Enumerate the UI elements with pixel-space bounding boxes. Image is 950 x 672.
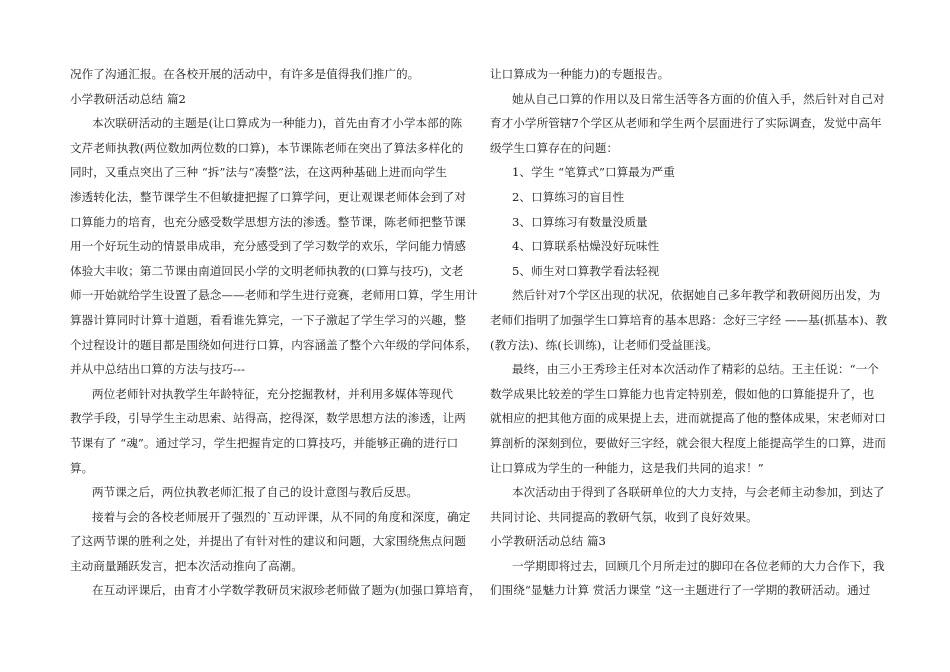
- section-heading: 小学教研活动总结 篇3: [490, 534, 606, 549]
- text-line: 渗透转化法，整节课学生不但敏捷把握了口算学问，更让观课老师体会到了对: [70, 189, 466, 204]
- text-line: 让口算成为一种能力)的专题报告。: [490, 67, 670, 81]
- text-line: 育才小学所管辖7个学区从老师和学生两个层面进行了实际调查，发觉中高年: [490, 116, 882, 131]
- text-line: 了这两节课的胜利之处，并提出了有针对性的建议和问题，大家围绕焦点问题: [70, 534, 466, 549]
- text-line: 4、口算联系枯燥没好玩味性: [512, 239, 660, 254]
- text-line: 口算能力的培育，也充分感受数学思想方法的渗透。整节课，陈老师把整节课: [70, 214, 466, 229]
- text-line: 级学生口算存在的问题：: [490, 140, 619, 155]
- section-heading: 小学教研活动总结 篇2: [70, 91, 186, 106]
- text-line: 节课有了 “魂”。通过学习，学生把握肯定的口算技巧，并能够正确的进行口: [70, 435, 459, 450]
- left-text-column: [70, 62, 481, 603]
- text-line: 在互动评课后，由育才小学数学教研员宋淑珍老师做了题为(加强口算培育，: [92, 583, 481, 598]
- text-line: 个过程设计的题目都是围绕如何进行口算，内容涵盖了整个六年级的学问体系，: [70, 337, 478, 352]
- text-line: 主动商量踊跃发言，把本次活动推向了高潮。: [70, 558, 303, 573]
- right-text-column: [490, 62, 888, 603]
- text-line: 让口算成为学生的一种能力，这是我们共同的追求！”: [490, 460, 764, 475]
- text-line: 师一开始就给学生设置了悬念——老师和学生进行竞赛，老师用口算，学生用计: [70, 288, 478, 303]
- text-line: 用一个好玩生动的情景串成串，充分感受到了学习数学的欢乐，学问能力情感: [70, 239, 466, 254]
- text-line: 算剖析的深刻到位，要做好三字经，就会很大程度上能提高学生的口算，进而: [490, 435, 886, 450]
- text-line: 3、口算练习有数量没质量: [512, 214, 648, 229]
- text-line: 1、学生 “笔算式”口算最为严重: [512, 165, 675, 180]
- text-line: 体验大丰收；第二节课由南道回民小学的文明老师执教的(口算与技巧)，文老: [70, 263, 464, 278]
- text-line: 两位老师针对执教学生年龄特征，充分挖掘教材，并利用多媒体等现代: [92, 386, 453, 401]
- text-line: 老师们指明了加强学生口算培育的基本思路：念好三字经 ——基(抓基本)、教: [490, 312, 888, 327]
- text-line: 文芹老师执教(两位数加两位数的口算)，本节课陈老师在突出了算法多样化的: [70, 140, 464, 155]
- text-line: 就相应的把其他方面的成果提上去，进而就提高了他的整体成果，宋老师对口: [490, 411, 886, 426]
- text-line: 况作了沟通汇报。在各校开展的活动中，有许多是值得我们推广的。: [70, 67, 420, 81]
- text-line: 们围绕“显魅力计算 赏活力课堂 ”这一主题进行了一学期的教研活动。通过: [490, 583, 871, 598]
- text-line: 数学成果比较差的学生口算能力也肯定特别差，假如他的口算能提升了，也: [490, 386, 875, 401]
- text-line: 本次活动由于得到了各联研单位的大力支持，与会老师主动参加，到达了: [512, 485, 885, 500]
- text-line: 最终，由三小王秀珍主任对本次活动作了精彩的总结。王主任说：“一个: [512, 362, 879, 377]
- text-line: (教方法)、练(长训练)，让老师们受益匪浅。: [490, 337, 718, 352]
- text-line: 她从自己口算的作用以及日常生活等各方面的价值入手，然后针对自己对: [512, 91, 885, 106]
- text-line: 并从中总结出口算的方法与技巧---: [70, 362, 245, 377]
- text-line: 算器计算同时计算十道题，看看谁先算完，一下子激起了学生学习的兴趣，整: [70, 312, 466, 327]
- text-line: 然后针对7个学区出现的状况，依据她自己多年教学和教研阅历出发，为: [512, 288, 881, 303]
- text-line: 本次联研活动的主题是(让口算成为一种能力)，首先由育才小学本部的陈: [92, 116, 463, 131]
- text-line: 2、口算练习的盲目性: [512, 189, 625, 204]
- text-line: 5、师生对口算教学看法轻视: [512, 263, 660, 278]
- text-line: 算。: [70, 460, 94, 475]
- text-line: 接着与会的各校老师展开了强烈的`互动评课，从不同的角度和深度，确定: [92, 509, 471, 524]
- text-line: 同时，又重点突出了三种 “拆”法与“凑整”法，在这两种基础上进而向学生: [70, 165, 447, 180]
- text-line: 一学期即将过去，回顾几个月所走过的脚印在各位老师的大力合作下，我: [512, 558, 885, 573]
- text-line: 教学手段，引导学生主动思索、站得高，挖得深，数学思想方法的渗透，让两: [70, 411, 466, 426]
- text-line: 两节课之后，两位执教老师汇报了自己的设计意图与教后反思。: [92, 485, 419, 500]
- text-line: 共同讨论、共同提高的教研气氛，收到了良好效果。: [490, 509, 758, 524]
